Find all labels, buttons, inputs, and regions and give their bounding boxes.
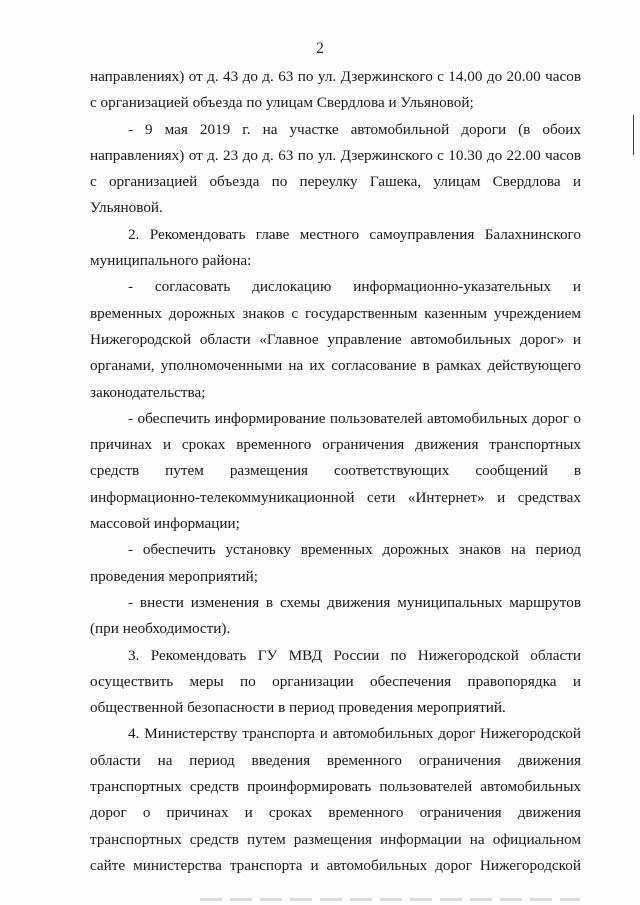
text-line: осуществить меры по организации обеспечения правопорядка и	[90, 672, 581, 690]
text-line: органами, уполномоченными на их согласование в рамках действующего	[90, 357, 581, 375]
text-line: массовой информации;	[90, 515, 240, 533]
text-line: законодательства;	[90, 383, 206, 401]
text-line: дорог о причинах и сроках временного ограничения движения	[90, 804, 581, 822]
scan-margin-mark	[633, 115, 634, 155]
text-line: 2. Рекомендовать главе местного самоуправления Балахнинского	[128, 225, 581, 243]
text-line: Ульяновой.	[90, 199, 163, 217]
page-number: 2	[316, 40, 324, 57]
scan-bottom-artifact	[200, 898, 580, 901]
text-line: временных дорожных знаков с государственным казенным учреждением	[90, 304, 581, 322]
text-line: муниципального района:	[90, 252, 252, 270]
text-line: причинах и сроках временного ограничения движения транспортных	[90, 436, 581, 454]
text-line: с организацией объезда по переулку Гашека, улицам Свердлова и	[90, 173, 581, 191]
text-line: сайте министерства транспорта и автомобильных дорог Нижегородской	[90, 856, 581, 874]
text-line: - согласовать дислокацию информационно-указательных и	[128, 278, 581, 296]
document-body	[90, 64, 581, 879]
text-line: общественной безопасности в период проведения мероприятий.	[90, 699, 506, 717]
text-line: (при необходимости).	[90, 620, 231, 638]
text-line: - 9 мая 2019 г. на участке автомобильной дороги (в обоих	[128, 120, 581, 138]
text-line: 3. Рекомендовать ГУ МВД России по Нижегородской области	[128, 646, 581, 664]
text-line: транспортных средств путем размещения информации на официальном	[90, 830, 581, 848]
text-line: области на период введения временного ограничения движения	[90, 751, 581, 769]
text-line: направлениях) от д. 23 до д. 63 по ул. Дзержинского с 10.30 до 22.00 часов	[90, 146, 581, 164]
text-line: направлениях) от д. 43 до д. 63 по ул. Дзержинского с 14.00 до 20.00 часов	[90, 68, 581, 85]
text-line: информационно-телекоммуникационной сети «Интернет» и средствах	[90, 488, 581, 506]
text-line: 4. Министерству транспорта и автомобильных дорог Нижегородской	[128, 725, 581, 743]
text-line: проведения мероприятий;	[90, 567, 258, 585]
text-line: с организацией объезда по улицам Свердлова и Ульяновой;	[90, 94, 474, 112]
text-line: Нижегородской области «Главное управление автомобильных дорог» и	[90, 330, 581, 348]
text-line: средств путем размещения соответствующих сообщений в	[90, 462, 581, 480]
text-line: транспортных средств проинформировать пользователей автомобильных	[90, 778, 581, 796]
text-line: - внести изменения в схемы движения муниципальных маршрутов	[128, 593, 581, 611]
text-line: - обеспечить установку временных дорожных знаков на период	[128, 541, 581, 559]
text-line: - обеспечить информирование пользователей автомобильных дорог о	[128, 409, 581, 427]
